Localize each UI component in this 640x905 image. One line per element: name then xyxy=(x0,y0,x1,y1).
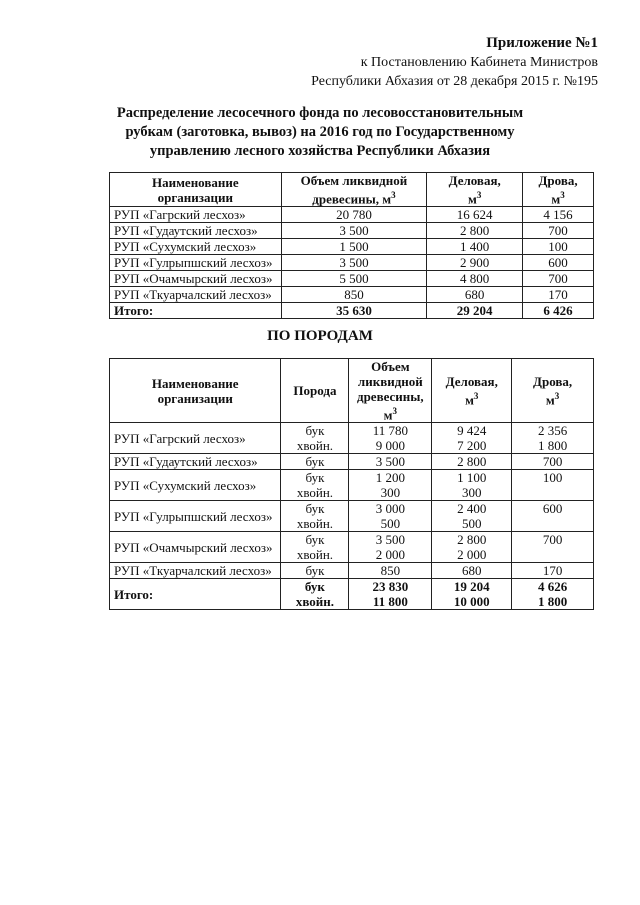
document-title xyxy=(60,104,580,161)
header-business: Деловая, $м^3$ xyxy=(432,359,512,423)
table-row: РУП «Сухумский лесхоз» 1 500 1 400 100 xyxy=(110,239,594,255)
section-title-species: ПО ПОРОДАМ xyxy=(267,328,373,344)
title-line-3: управлению лесного хозяйства Республики Абхазия xyxy=(149,143,491,159)
document-header xyxy=(311,34,598,91)
table-row: РУП «Гулрыпшский лесхоз» бук хвойн. 3 000 500 2 400 500 600 xyxy=(110,501,594,532)
total-row: Итого: 35 630 29 204 6 426 xyxy=(110,303,594,319)
header-org: Наименование организации xyxy=(110,359,281,423)
header-species: Порода xyxy=(281,359,349,423)
header-volume: Объем ликвидной древесины, $м^3$ xyxy=(349,359,432,423)
table-row: РУП «Гудаутский лесхоз» 3 500 2 800 700 xyxy=(110,223,594,239)
table-row: РУП «Ткуарчалский лесхоз» бук 850 680 170 xyxy=(110,563,594,579)
header-fire: Дрова, $м^3$ xyxy=(523,173,594,207)
header-business: Деловая, $м^3$ xyxy=(427,173,523,207)
header-volume: Объем ликвидной древесины, $м^3$ xyxy=(281,173,427,207)
header-org: Наименование организации xyxy=(110,173,282,207)
title-line-2: рубкам (заготовка, вывоз) на 2016 год по Государственному xyxy=(125,124,515,140)
table-row: РУП «Сухумский лесхоз» бук хвойн. 1 200 300 1 100 300 100 xyxy=(110,470,594,501)
table-row: РУП «Гудаутский лесхоз» бук 3 500 2 800 700 xyxy=(110,454,594,470)
species-table xyxy=(109,358,594,610)
title-line-1: Распределение лесосечного фонда по лесовосстановительным xyxy=(116,105,524,121)
appendix-label: Приложение №1 xyxy=(486,35,598,51)
table-row: РУП «Очамчырский лесхоз» 5 500 4 800 700 xyxy=(110,271,594,287)
table-row: РУП «Ткуарчалский лесхоз» 850 680 170 xyxy=(110,287,594,303)
table-row: РУП «Гагрский лесхоз» 20 780 16 624 4 156 xyxy=(110,207,594,223)
distribution-table xyxy=(109,172,594,319)
header-line-2: к Постановлению Кабинета Министров xyxy=(360,55,598,70)
total-row: Итого: бук хвойн. 23 830 11 800 19 204 10 000 4 626 1 800 xyxy=(110,579,594,610)
table-header-row xyxy=(110,173,594,207)
table-row: РУП «Гагрский лесхоз» бук хвойн. 11 780 9 000 9 424 7 200 2 356 1 800 xyxy=(110,423,594,454)
table-header-row xyxy=(110,359,594,423)
table-row: РУП «Очамчырский лесхоз» бук хвойн. 3 500 2 000 2 800 2 000 700 xyxy=(110,532,594,563)
header-fire: Дрова, $м^3$ xyxy=(512,359,594,423)
table-row: РУП «Гулрыпшский лесхоз» 3 500 2 900 600 xyxy=(110,255,594,271)
header-line-3: Республики Абхазия от 28 декабря 2015 г. №195 xyxy=(311,74,598,89)
